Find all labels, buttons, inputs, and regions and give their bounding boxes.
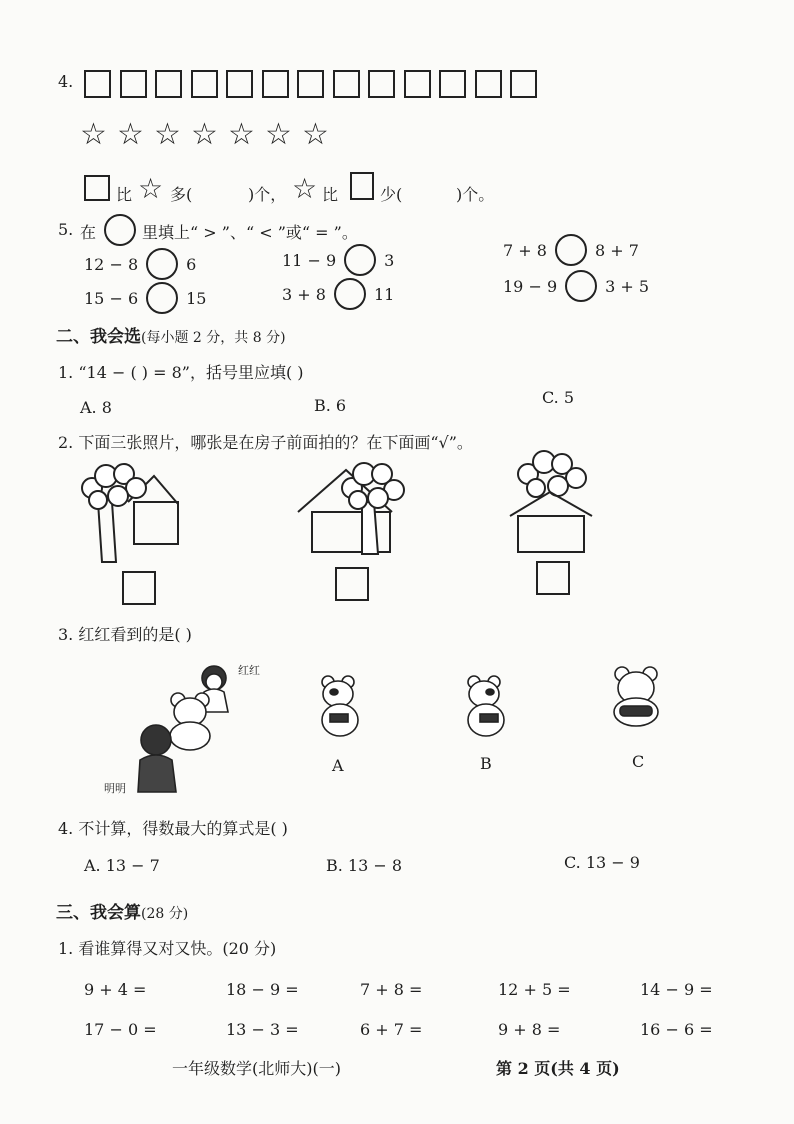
equation[interactable]: 9 + 8 = xyxy=(498,1020,561,1039)
square-icon xyxy=(439,70,466,98)
option-c[interactable]: C. 5 xyxy=(542,388,575,407)
compare-duo: 多( xyxy=(170,185,193,204)
section-note: (每小题 2 分，共 8 分) xyxy=(141,330,286,346)
option-b[interactable]: B. 6 xyxy=(314,396,347,415)
bear-option-a-image xyxy=(318,674,362,740)
answer-square-small xyxy=(350,172,374,200)
circle-icon xyxy=(104,214,136,246)
square-icon xyxy=(191,70,218,98)
compare-bi2: 比 xyxy=(322,185,339,204)
equation[interactable]: 14 − 9 = xyxy=(640,980,713,999)
section-title: 二、我会选 xyxy=(56,327,141,347)
compare-left: 12 − 8 xyxy=(84,254,139,274)
bear-option-b-image xyxy=(464,674,508,740)
answer-blank-2[interactable] xyxy=(400,180,456,204)
compare-circle[interactable] xyxy=(146,248,178,280)
section-note: (28 分) xyxy=(141,906,189,922)
photo-check-box-1[interactable] xyxy=(122,571,156,605)
section-2-heading xyxy=(56,322,286,347)
compare-right: 11 xyxy=(373,284,395,304)
photo-house-tree-2 xyxy=(296,462,408,558)
compare-circle[interactable] xyxy=(555,234,587,266)
question-number-5: 5. xyxy=(58,220,74,239)
option-a[interactable]: A. 13 − 7 xyxy=(84,856,160,875)
bear-option-c-image xyxy=(610,664,662,730)
compare-item xyxy=(503,234,639,266)
option-b[interactable]: B. 13 − 8 xyxy=(326,856,403,875)
compare-right: 15 xyxy=(186,288,207,308)
star-icon: ☆ xyxy=(228,117,255,152)
equation[interactable]: 18 − 9 = xyxy=(226,980,299,999)
star-icon: ☆ xyxy=(191,117,218,152)
s2-q2-text: 2. 下面三张照片，哪张是在房子前面拍的？在下面画“√”。 xyxy=(58,433,473,452)
square-icon xyxy=(333,70,360,98)
photo-house-tree-3 xyxy=(506,452,598,556)
compare-circle[interactable] xyxy=(146,282,178,314)
compare-left: 15 − 6 xyxy=(84,288,139,308)
star-icon: ☆ xyxy=(117,117,144,152)
option-c[interactable]: C. 13 − 9 xyxy=(564,853,640,872)
square-icon xyxy=(297,70,324,98)
compare-circle[interactable] xyxy=(565,270,597,302)
photo-check-box-2[interactable] xyxy=(335,567,369,601)
compare-item xyxy=(282,278,394,310)
square-icon xyxy=(155,70,182,98)
equation[interactable]: 12 + 5 = xyxy=(498,980,571,999)
q5-instr-post: 里填上“ > ”、“ < ”或“ = ”。 xyxy=(142,223,358,242)
square-icon xyxy=(84,70,111,98)
s2-q1-text: 1. “14 − ( ) = 8”，括号里应填( ) xyxy=(58,363,304,382)
star-icon: ☆ xyxy=(154,117,181,152)
square-icon xyxy=(226,70,253,98)
compare-circle[interactable] xyxy=(344,244,376,276)
star-icon: ☆ xyxy=(265,117,292,152)
question-number-4: 4. xyxy=(58,72,74,91)
equation[interactable]: 17 − 0 = xyxy=(84,1020,157,1039)
section-title: 三、我会算 xyxy=(56,903,141,923)
compare-right: 8 + 7 xyxy=(594,240,639,260)
compare-bi: 比 xyxy=(116,185,133,204)
square-icon xyxy=(475,70,502,98)
compare-right: 6 xyxy=(186,254,197,274)
bear-scene-illustration xyxy=(130,660,250,792)
compare-left: 7 + 8 xyxy=(503,240,547,260)
label-mingming: 明明 xyxy=(104,782,126,795)
compare-ge2: )个。 xyxy=(456,185,495,204)
compare-ge1: )个， xyxy=(248,185,287,204)
compare-left: 3 + 8 xyxy=(282,284,326,304)
equation[interactable]: 16 − 6 = xyxy=(640,1020,713,1039)
square-icon xyxy=(510,70,537,98)
star-icon: ☆ xyxy=(292,172,318,205)
compare-left: 11 − 9 xyxy=(282,250,337,270)
compare-item xyxy=(282,244,394,276)
compare-shao: 少( xyxy=(380,185,403,204)
s2-q3-text: 3. 红红看到的是( ) xyxy=(58,625,192,644)
square-icon xyxy=(262,70,289,98)
star-icon: ☆ xyxy=(80,117,107,152)
label-honghong: 红红 xyxy=(238,664,260,677)
option-a[interactable]: A xyxy=(332,756,344,775)
compare-circle[interactable] xyxy=(334,278,366,310)
equation[interactable]: 13 − 3 = xyxy=(226,1020,299,1039)
option-a[interactable]: A. 8 xyxy=(80,398,112,417)
option-b[interactable]: B xyxy=(480,754,492,773)
compare-item xyxy=(503,270,649,302)
square-icon xyxy=(404,70,431,98)
option-c[interactable]: C xyxy=(632,752,645,771)
compare-right: 3 + 5 xyxy=(605,276,650,296)
equation[interactable]: 9 + 4 = xyxy=(84,980,147,999)
equation[interactable]: 6 + 7 = xyxy=(360,1020,423,1039)
page-number: 第 2 页(共 4 页) xyxy=(496,1059,620,1078)
s3-q1-text: 1. 看谁算得又对又快。(20 分) xyxy=(58,939,277,958)
compare-item xyxy=(84,282,206,314)
equation[interactable]: 7 + 8 = xyxy=(360,980,423,999)
compare-right: 3 xyxy=(384,250,395,270)
square-icon xyxy=(120,70,147,98)
section-3-heading xyxy=(56,898,188,923)
answer-square-small xyxy=(84,175,110,201)
photo-check-box-3[interactable] xyxy=(536,561,570,595)
compare-item xyxy=(84,248,196,280)
square-icon xyxy=(368,70,395,98)
footer-title: 一年级数学(北师大)(一) xyxy=(172,1059,341,1078)
star-icon: ☆ xyxy=(138,172,164,205)
photo-house-tree-1 xyxy=(78,462,188,568)
q5-instr-pre: 在 xyxy=(80,223,97,242)
answer-blank-1[interactable] xyxy=(190,180,250,204)
star-icon: ☆ xyxy=(302,117,329,152)
s2-q4-text: 4. 不计算，得数最大的算式是( ) xyxy=(58,819,288,838)
compare-left: 19 − 9 xyxy=(503,276,558,296)
